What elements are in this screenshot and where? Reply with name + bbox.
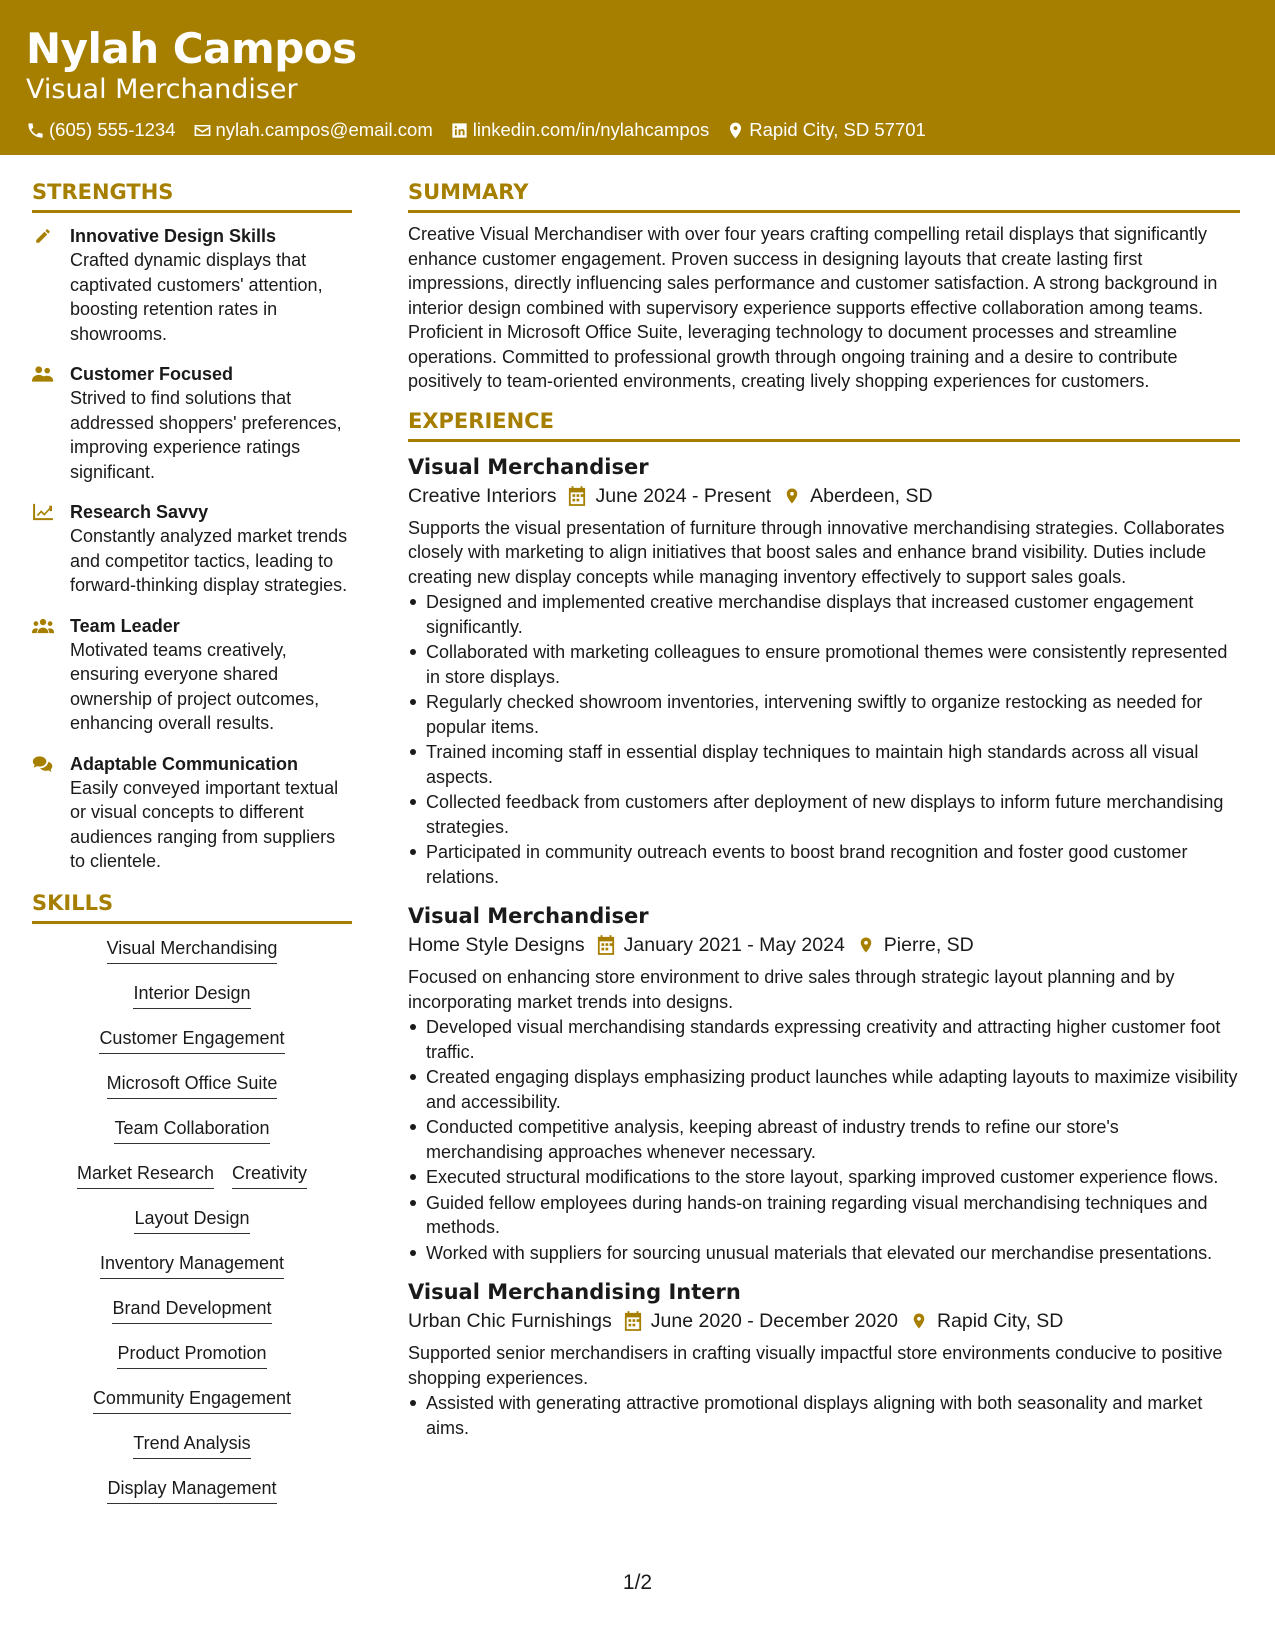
job-location: Pierre, SD [883,934,974,956]
bullet-item: Trained incoming staff in essential display techniques to maintain high standards across all visual aspects. [408,740,1240,789]
job-bullets [408,1015,1240,1265]
left-column [32,180,352,1521]
strength-desc: Strived to find solutions that addressed shoppers' preferences, improving experience ratings significant. [70,388,342,482]
users-icon [32,365,54,383]
skill-tag: Team Collaboration [114,1116,269,1144]
contact-linkedin[interactable] [450,118,710,142]
job-description: Supports the visual presentation of furniture through innovative merchandising strategies. Collaborates closely with marketing to align initiatives that boost sales and enhance brand visibility. Duties include creating new display concepts while managing inventory effectively to support sales goals. [408,517,1225,587]
job-dates: June 2020 - December 2020 [650,1310,898,1332]
location-icon [857,935,875,955]
strength-title: Customer Focused [70,364,234,384]
bullet-item: Guided fellow employees during hands-on training regarding visual merchandising techniques and methods. [408,1191,1240,1240]
job-title: Visual Merchandising Intern [408,1280,741,1304]
skill-tag: Interior Design [133,981,250,1009]
job-meta [408,930,1240,960]
skill-tag: Microsoft Office Suite [107,1071,278,1099]
experience-section [408,409,1240,1441]
bullet-item: Created engaging displays emphasizing product launches while adapting layouts to maximize visibility and accessibility. [408,1065,1240,1114]
contact-bar [26,118,1275,142]
contact-email-text[interactable]: nylah.campos@email.com [215,119,433,140]
job-title: Visual Merchandiser [408,454,649,479]
contact-location-text: Rapid City, SD 57701 [749,119,926,140]
strength-item [32,752,352,874]
job-location: Rapid City, SD [936,1310,1064,1332]
skills-section [32,891,352,1521]
strength-title: Innovative Design Skills [70,226,277,246]
skill-tag: Customer Engagement [99,1026,284,1054]
skill-tag: Layout Design [134,1206,249,1234]
job-bullets [408,590,1240,889]
strengths-heading: STRENGTHS [32,180,352,213]
experience-heading: EXPERIENCE [408,409,1240,442]
job-company: Home Style Designs [408,934,585,956]
strength-title: Team Leader [70,615,180,636]
job-dates: January 2021 - May 2024 [623,934,845,956]
skill-tag: Visual Merchandising [107,936,278,964]
job-entry [408,902,1240,1265]
strengths-section [32,180,352,874]
summary-section [408,180,1240,394]
summary-text: Creative Visual Merchandiser with over four years crafting compelling retail displays that significantly enhance customer engagement. Proven success in designing layouts that create lasting first impressions, directly influencing sales performance and customer satisfaction. A strong background in interior design combined with supervisory experience supports effective collaboration among teams. Proficient in Microsoft Office Suite, leveraging technology to document processes and streamline operations. Committed to professional growth through ongoing training and a desire to contribute positively to team-oriented environments, creating lively shopping experiences for customers. [408,224,1218,391]
candidate-role: Visual Merchandiser [26,74,298,105]
page-number: 1/2 [622,1571,653,1594]
strength-item [32,614,352,736]
job-dates: June 2024 - Present [595,484,772,507]
job-company: Creative Interiors [408,484,557,507]
strength-title: Research Savvy [70,502,209,522]
candidate-name: Nylah Campos [26,24,357,73]
bullet-item: Collected feedback from customers after deployment of new displays to inform future merchandising strategies. [408,790,1240,839]
email-icon [193,121,212,140]
job-title: Visual Merchandiser [408,904,649,928]
strengths-list [32,224,352,874]
bullet-item: Designed and implemented creative merchandise displays that increased customer engagement significantly. [408,590,1240,639]
team-icon [32,617,54,635]
job-meta [408,1306,1240,1336]
strength-desc: Motivated teams creatively, ensuring everyone shared ownership of project outcomes, enhancing overall results. [70,639,320,733]
bullet-item: Assisted with generating attractive promotional displays aligning with both seasonality and market aims. [408,1391,1240,1440]
skills-list [32,936,352,1521]
calendar-icon [624,1311,642,1331]
job-description: Focused on enhancing store environment to drive sales through strategic layout planning and by incorporating market trends into designs. [408,967,1175,1012]
job-location: Aberdeen, SD [810,484,933,507]
skill-tag: Display Management [107,1476,276,1504]
strength-item [32,224,352,346]
job-entry [408,1278,1240,1440]
contact-phone [26,118,176,142]
strength-item [32,500,352,598]
linkedin-icon [450,121,469,140]
strength-desc: Crafted dynamic displays that captivated customers' attention, boosting retention rates in showrooms. [70,250,323,344]
strength-desc: Constantly analyzed market trends and competitor tactics, leading to forward-thinking display strategies. [70,526,348,595]
job-meta [408,481,1240,511]
pencil-icon [32,227,54,245]
strength-item [32,362,352,484]
job-bullets [408,1391,1240,1440]
phone-icon [26,121,45,140]
bullet-item: Developed visual merchandising standards expressing creativity and attracting higher customer foot traffic. [408,1015,1240,1064]
bullet-item: Participated in community outreach events to boost brand recognition and foster good customer relations. [408,840,1240,889]
location-icon [726,121,745,140]
bullet-item: Conducted competitive analysis, keeping abreast of industry trends to refine our store's merchandising approaches whenever necessary. [408,1115,1240,1164]
job-company: Urban Chic Furnishings [408,1310,612,1332]
bullet-item: Worked with suppliers for sourcing unusual materials that elevated our merchandise presentations. [408,1241,1240,1266]
right-column [408,180,1240,1440]
bullet-item: Regularly checked showroom inventories, intervening swiftly to organize restocking as needed for popular items. [408,690,1240,739]
skill-tag: Creativity [232,1161,307,1189]
resume-header [0,0,1275,155]
skill-tag: Brand Development [112,1296,271,1324]
contact-email[interactable] [193,118,433,142]
calendar-icon [597,935,615,955]
skill-tag: Product Promotion [117,1341,266,1369]
job-entry [408,453,1240,890]
summary-heading: SUMMARY [408,180,1240,213]
contact-phone-text: (605) 555-1234 [49,119,176,140]
contact-location [726,118,926,142]
skill-tag: Community Engagement [93,1386,291,1414]
skill-tag: Market Research [77,1161,214,1189]
bullet-item: Collaborated with marketing colleagues to ensure promotional themes were consistently represented in store displays. [408,640,1240,689]
location-icon [910,1311,928,1331]
job-description: Supported senior merchandisers in crafting visually impactful store environments conducive to positive shopping experiences. [408,1343,1223,1388]
chat-icon [32,755,54,773]
strength-desc: Easily conveyed important textual or visual concepts to different audiences ranging from suppliers to clientele. [70,777,339,871]
skills-heading: SKILLS [32,891,352,924]
skill-tag: Inventory Management [100,1251,284,1279]
strength-title: Adaptable Communication [70,753,299,774]
location-icon [783,486,801,506]
contact-linkedin-text[interactable]: linkedin.com/in/nylahcampos [472,119,710,140]
chart-line-icon [32,503,54,521]
calendar-icon [568,486,586,506]
bullet-item: Executed structural modifications to the store layout, sparking improved customer experience flows. [408,1165,1240,1190]
skill-tag: Trend Analysis [133,1431,250,1459]
